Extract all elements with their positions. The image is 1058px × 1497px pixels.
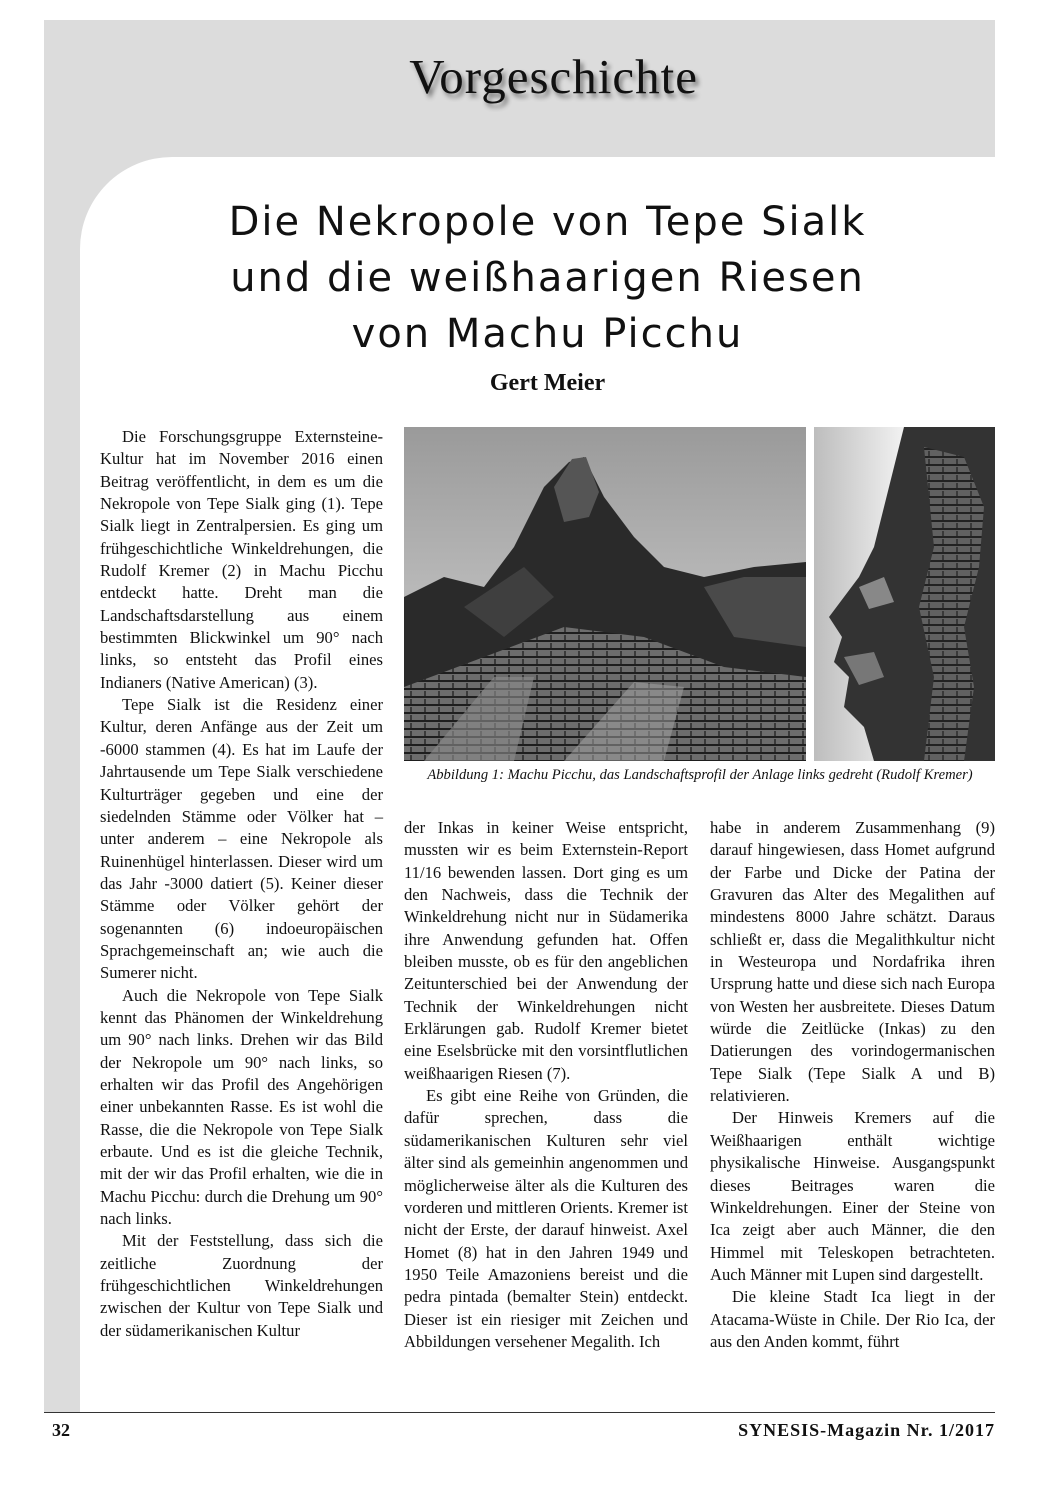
article-title-line: von Machu Picchu <box>351 311 744 357</box>
magazine-issue: SYNESIS-Magazin Nr. 1/2017 <box>738 1420 995 1440</box>
photo-machu-picchu <box>404 427 806 761</box>
paragraph: Die Forschungsgruppe Externsteine-Kultur hat im November 2016 einen Beitrag veröffentlicht, in dem es um die Nekropole von Tepe Sialk ging (1). Tepe Sialk liegt in Zentralpersien. Es ging um frühgeschichtliche Winkeldrehungen, die Rudolf Kremer (2) in Machu Picchu entdeckt hatte. Dreht man die Landschaftsdarstellung aus einem bestimmten Blickwinkel um 90° nach links, so entsteht das Profil eines Indianers (Native American) (3). <box>100 427 383 692</box>
article-author: Gert Meier <box>489 370 606 396</box>
page-number: 32 <box>52 1420 70 1440</box>
paragraph: habe in anderem Zusammenhang (9) darauf hingewiesen, dass Homet aufgrund der Farbe und Dicke der Patina der Gravuren das Alter des Megalithen auf mindestens 8000 Jahre schätzt. Daraus schließt er, dass die Megalithkultur nicht in Westeuropa und Nordafrika ihren Ursprung hatte und diese sich nach Europa von Westen her ausbreitete. Dieses Datum würde die Zeitlücke (Inkas) zu den Datierungen des vorindogermanischen Tepe Sialk (Tepe Sialk A und B) relativieren. <box>710 818 995 1106</box>
text-column-3 <box>710 817 995 1353</box>
photo-rotated-profile <box>814 427 995 761</box>
article-title-line: Die Nekropole von Tepe Sialk <box>228 199 867 245</box>
footer-rule <box>44 1412 995 1413</box>
paragraph: Der Hinweis Kremers auf die Weißhaarigen enthält wichtige physikalische Hinweise. Ausgangspunkt dieses Beitrages waren die Winkeldrehungen. Einer der Steine von Ica zeigt aber auch Männer, die den Himmel mit Teleskopen betrachteten. Auch Männer mit Lupen sind dargestellt. <box>710 1108 995 1284</box>
text-column-2 <box>404 817 688 1353</box>
paragraph: Es gibt eine Reihe von Gründen, die dafür sprechen, dass die südamerikanischen Kulturen sehr viel älter sind als gemeinhin angenommen und möglicherweise älter als die Kulturen des vorderen und mittleren Orients. Kremer ist nicht der Erste, der darauf hinweist. Axel Homet (8) hat in den Jahren 1949 und 1950 Teile Amazoniens bereist und die pedra pintada (bemalter Stein) entdeckt. Dieser ist ein riesiger mit Zeichen und Abbildungen versehener Megalith. Ich <box>404 1086 688 1351</box>
paragraph: der Inkas in keiner Weise entspricht, mussten wir es beim Externstein-Report 11/16 bewenden lassen. Dort ging es um den Nachweis, dass die Technik der Winkeldrehung nicht nur in Südamerika ihre Anwendung gefunden hat. Offen bleiben musste, ob es für den angeblichen Zeitunterschied bei der Anwendung der Technik der Winkeldrehungen nicht Erklärungen gab. Rudolf Kremer bietet eine Eselsbrücke mit den vorsintflutlichen weißhaarigen Riesen (7). <box>404 818 688 1083</box>
text-column-1 <box>100 426 383 1342</box>
figure-machu-picchu <box>404 427 995 761</box>
figure-photos <box>404 427 995 761</box>
paragraph: Auch die Nekropole von Tepe Sialk kennt das Phänomen der Winkeldrehung um 90° nach links. Drehen wir das Bild der Nekropole um 90° nach links, so erhalten wir das Profil des Angehörigen einer unbekannten Rasse. Es ist wohl die Rasse, die die Nekropole von Tepe Sialk erbaute. Und es ist die gleiche Technik, mit der wir das Profil erhalten, wie die in Machu Picchu: durch die Drehung um 90° nach links. <box>100 985 383 1229</box>
figure-caption: Abbildung 1: Machu Picchu, das Landschaftsprofil der Anlage links gedreht (Rudolf Kremer) <box>427 767 973 783</box>
paragraph: Die kleine Stadt Ica liegt in der Atacama-Wüste in Chile. Der Rio Ica, der aus den Anden kommt, führt <box>710 1287 995 1351</box>
article-title <box>100 194 995 362</box>
paragraph: Tepe Sialk ist die Residenz einer Kultur, deren Anfänge aus der Zeit um -6000 stammen (4). Es hat im Laufe der Jahrtausende um Tepe Sialk verschiedene Kulturträger gegeben und eine der siedelnden Stämme oder Völker hat – unter anderem – eine Nekropole als Ruinenhügel hinterlassen. Dieser wird um das Jahr -3000 datiert (5). Keiner dieser Stämme oder Völker gehört der sogenannten (6) indoeuropäischen Sprachgemeinschaft an; wie auch die Sumerer nicht. <box>100 695 383 983</box>
paragraph: Mit der Feststellung, dass sich die zeitliche Zuordnung der frühgeschichtlichen Winkeldrehungen zwischen der Kultur von Tepe Sialk und der südamerikanischen Kultur <box>100 1231 383 1340</box>
article-title-line: und die weißhaarigen Riesen <box>230 255 865 301</box>
section-title: Vorgeschichte <box>409 49 698 104</box>
